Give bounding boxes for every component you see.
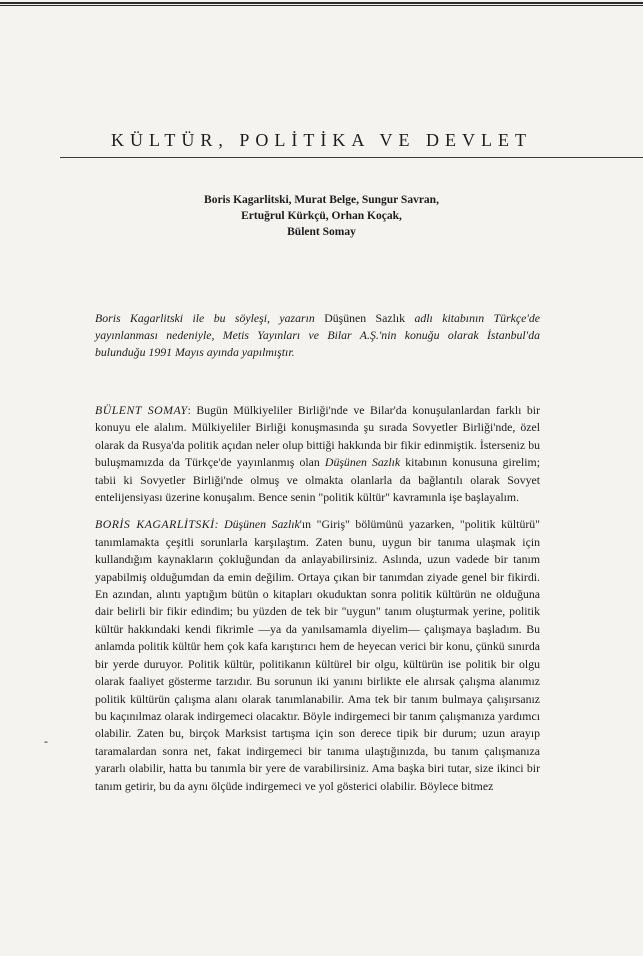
intro-book-title: Düşünen Sazlık — [324, 311, 406, 325]
paragraph-kagarlitski — [95, 516, 540, 795]
speaker-name: BÜLENT SOMAY — [95, 403, 188, 417]
paragraph-somay — [95, 402, 540, 506]
intro-note — [95, 310, 540, 361]
interview-body — [95, 402, 540, 795]
book-title: Düşünen Sazlık — [324, 455, 401, 470]
paragraph-text: 'ın "Giriş" bölümünü yazarken, "politik kültürü" tanımlamakta çeşitli sorunlarla karşılaştım. Zaten bunu, uygun bir tanıma ulaşmak için kullandığım kaynakların çokluğundan da anlayabilirsiniz. Aslında, uzun vadede bir tanım yapabilmiş olduğumdan da emin değilim. Ortaya çıkan bir tanımdan ziyade genel bir fikirdi. En azından, alıntı yaptığım bütün o kitapları okuduktan sonra politik kültürün ne olduğuna dair belirli bir fikir edindim; bu yüzden de tek bir "uygun" tanım oluşturmak yerine, politik kültür hakkındaki kendi fikrimle —ya da yanılsamamla diyelim— çalışmaya başladım. Bu anlamda politik kültür hem çok kafa karıştırıcı hem de heyecan verici bir konu, çünkü sınırda bir yerde duruyor. Politik kültür, politikanın kültürel bir olgu, kültürün ise politik bir olgu olarak faaliyet gösterme tarzıdır. Bu sorunun iki yanını birlikte ele alırsak çalışma alanımız politik kültürün çalışma alanı olarak tanımlanabilir. Ama tek bir tanım bulmaya çalışırsanız bu kaçınılmaz olarak indirgemeci olacaktır. Böyle indirgemeci bir tanım çalışmanıza yardımcı olabilir. Zaten bu, birçok Marksist tartışma için son derece tipik bir durum; uzun arayıp taramalardan sonra net, fakat indirgemeci bir tanıma ulaştığınızda, bu tanım çalışmanıza yararlı olabilir, hatta bu tanımla bir yere de varabilirsiniz. Ama başka biri tutar, size ikinci bir tanım getirir, bu da aynı ölçüde indirgemeci ve yol gösterici olabilir. Böylece bitmez — [95, 517, 540, 793]
top-border-line-thin — [0, 5, 643, 6]
author-line-2: Ertuğrul Kürkçü, Orhan Koçak, — [241, 210, 402, 222]
book-title: Düşünen Sazlık — [224, 517, 300, 532]
intro-text-2: adlı kitabının Türkçe'de yayınlanması nedeniyle, Metis Yayınları ve Bilar A.Ş.'nin konuğu olarak İstanbul'da bulunduğu 1991 Mayıs ayında yapılmıştır. — [95, 311, 540, 359]
author-line-3: Bülent Somay — [287, 226, 356, 238]
title-rule — [60, 157, 643, 158]
top-border-line — [0, 2, 643, 4]
chapter-title: KÜLTÜR, POLİTİKA VE DEVLET — [111, 130, 532, 150]
author-line-1: Boris Kagarlitski, Murat Belge, Sungur Savran, — [204, 194, 439, 206]
speaker-separator: : — [214, 517, 225, 532]
intro-text-1: Boris Kagarlitski ile bu söyleşi, yazarın — [95, 311, 325, 325]
speaker-name: BORİS KAGARLİTSKİ — [95, 517, 215, 532]
paragraph-text: kitabının konusuna girelim; tabii ki Sovyetler Birliği'nde olmuş ve olmakta olanlarla da bağlantılı olarak Sovyet entelijensiyası üzerine konuşalım. Bence senin "politik kültür" kavramınla işe başlayalım. — [95, 455, 540, 505]
paragraph-text: : Bugün Mülkiyeliler Birliği'nde ve Bilar'da konuşulanlardan farklı bir konuyu ele alalım. Mülkiyeliler Birliği konuşmasında şu sırada Sovyetler Birliği'nde, özel olarak da Rusya'da politik açıdan neler olup bittiği hakkında bir fikir edinmiştik. İsterseniz bu buluşmamızda da Türkçe'de yayınlanmış olan — [95, 403, 540, 470]
margin-mark: - — [44, 734, 48, 748]
author-list — [0, 192, 643, 240]
